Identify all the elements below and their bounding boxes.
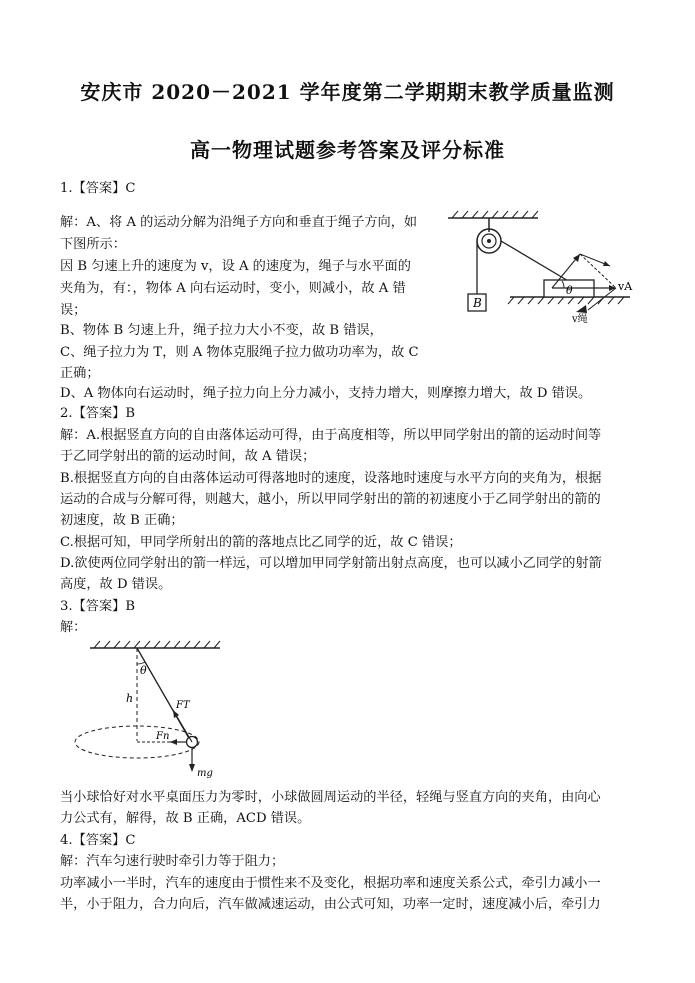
document-subtitle: 高一物理试题参考答案及评分标准 <box>190 138 505 162</box>
q2-solution-line: B.根据竖直方向的自由落体运动可得落地时的速度，设落地时速度与水平方向的夹角为，根据 <box>60 471 602 486</box>
q4-solution-line: 解：汽车匀速行驶时牵引力等于阻力； <box>60 854 285 869</box>
q4-solution-line: 半，小于阻力，合力向后，汽车做减速运动，由公式可知，功率一定时，速度减小后，牵引力 <box>60 897 601 912</box>
q3-pendulum-diagram <box>70 638 290 780</box>
q3-solution-intro: 解： <box>60 620 87 635</box>
q1-solution-line: D、A 物体向右运动时，绳子拉力向上分力减小，支持力增大，则摩擦力增大，故 D 错误。 <box>60 386 592 401</box>
q2-solution-line: 于乙同学射出的箭的运动时间，故 A 错误； <box>60 449 316 464</box>
q1-solution-line: 误； <box>60 303 87 318</box>
q1-pulley-diagram <box>440 210 645 330</box>
q2-answer-heading: 2.【答案】B <box>60 406 136 421</box>
q2-solution-line: 运动的合成与分解可得，则越大，越小，所以甲同学射出的箭的初速度小于乙同学射出的箭的 <box>60 492 601 507</box>
q3-answer-heading: 3.【答案】B <box>60 599 136 614</box>
q1-label-v-rope: v绳 <box>572 314 588 325</box>
q3-label-fn: Fn <box>156 731 170 742</box>
q2-solution-line: 解：A.根据竖直方向的自由落体运动可得，由于高度相等，所以甲同学射出的箭的运动时间等 <box>60 428 602 443</box>
q2-solution-line: 初速度，故 B 正确； <box>60 513 184 528</box>
q1-solution-line: B、物体 B 匀速上升，绳子拉力大小不变，故 B 错误， <box>60 323 383 338</box>
q1-solution-line: 正确； <box>60 366 100 381</box>
q4-answer-heading: 4.【答案】C <box>60 833 136 848</box>
q4-solution-line: 功率减小一半时，汽车的速度由于惯性来不及变化，根据功率和速度关系公式，牵引力减小一 <box>60 876 601 891</box>
q3-solution-line: 力公式有，解得，故 B 正确，ACD 错误。 <box>60 811 311 826</box>
q1-solution-line: C、绳子拉力为 T，则 A 物体克服绳子拉力做功功率为，故 C <box>60 345 419 360</box>
q1-solution-line: 解：A、将 A 的运动分解为沿绳子方向和垂直于绳子方向，如 <box>60 215 418 230</box>
q2-solution-line: 高度，故 D 错误。 <box>60 577 172 592</box>
q3-solution-line: 当小球恰好对水平桌面压力为零时，小球做圆周运动的半径，轻绳与竖直方向的夹角，由向心 <box>60 790 601 805</box>
q1-label-theta: θ <box>566 284 573 297</box>
q1-answer-heading: 1.【答案】C <box>60 181 136 196</box>
q1-solution-line: 因 B 匀速上升的速度为 v，设 A 的速度为，绳子与水平面的 <box>60 259 411 274</box>
q1-solution-line: 下图所示： <box>60 237 126 252</box>
q1-label-b: B <box>473 296 482 310</box>
document-title: 安庆市 2020－2021 学年度第二学期期末教学质量监测 <box>80 80 615 104</box>
q1-label-va: vA <box>618 280 633 293</box>
q2-solution-line: D.欲使两位同学射出的箭一样远，可以增加甲同学射箭出射点高度，也可以减小乙同学的射箭 <box>60 556 602 571</box>
q3-label-ft: FT <box>176 700 190 711</box>
q3-label-mg: mg <box>197 768 213 779</box>
q3-label-theta: θ <box>140 664 147 677</box>
q1-solution-line: 夹角为，有：，物体 A 向右运动时，变小，则减小，故 A 错 <box>60 281 406 296</box>
q2-solution-line: C.根据可知，甲同学所射出的箭的落地点比乙同学的近，故 C 错误； <box>60 535 462 550</box>
q3-label-h: h <box>126 692 134 705</box>
